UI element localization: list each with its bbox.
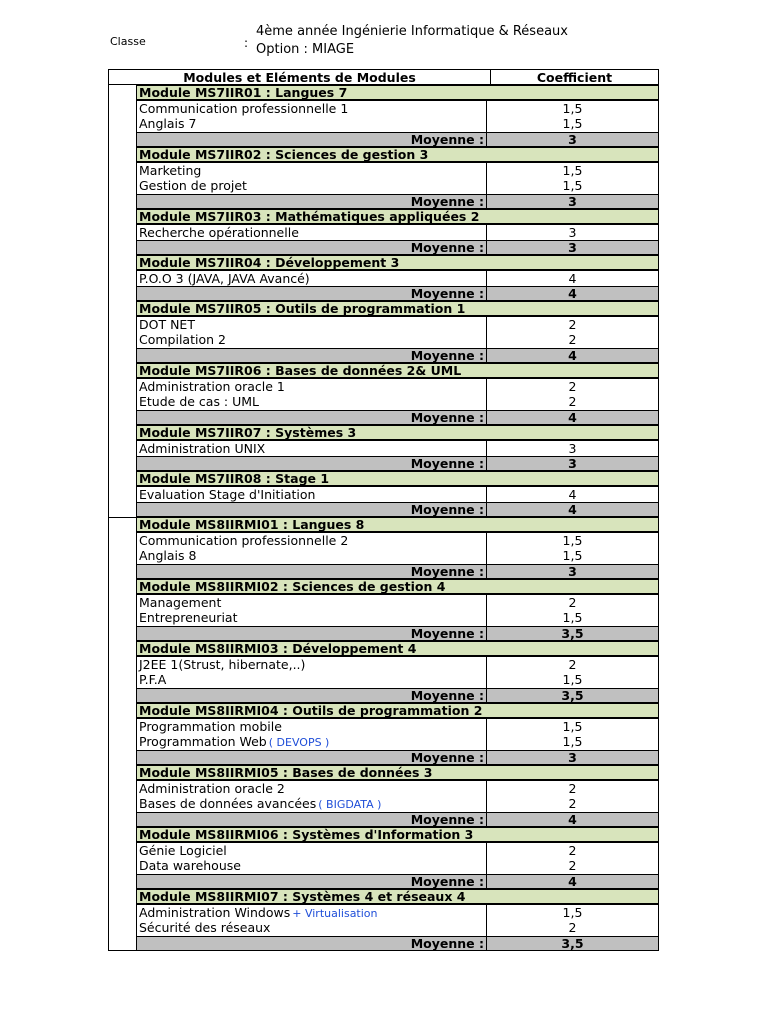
element-coefficient: 1,5	[562, 905, 583, 920]
module-average-row	[137, 564, 659, 579]
module-average-row	[137, 194, 659, 209]
average-value: 3	[568, 456, 577, 471]
element-annotation: + Virtualisation	[292, 907, 378, 920]
element-name: Entrepreneuriat	[139, 610, 238, 625]
element-row	[137, 842, 659, 858]
element-name-cell	[137, 271, 487, 286]
element-row	[137, 672, 659, 688]
element-row	[137, 100, 659, 116]
module-average-row	[137, 812, 659, 827]
element-coefficient: 2	[568, 796, 577, 811]
element-name: Génie Logiciel	[139, 843, 227, 858]
element-coefficient: 2	[568, 394, 577, 409]
element-annotation: ( DEVOPS )	[268, 736, 330, 749]
average-value: 3	[568, 132, 577, 147]
module-title: Module MS7IIR07 : Systèmes 3	[137, 425, 659, 440]
element-coefficient: 2	[568, 657, 577, 672]
class-name: 4ème année Ingénierie Informatique & Réseaux	[256, 24, 568, 39]
element-name: Recherche opérationnelle	[139, 225, 299, 240]
element-name: Bases de données avancées	[139, 796, 317, 811]
element-annotation: ( BIGDATA )	[318, 798, 382, 811]
module-title: Module MS8IIRMI01 : Langues 8	[137, 517, 659, 532]
element-row	[137, 780, 659, 796]
module-list	[137, 85, 659, 517]
element-row	[137, 486, 659, 502]
average-value: 3	[568, 750, 577, 765]
average-value: 3,5	[561, 626, 584, 641]
element-name-cell	[137, 905, 487, 920]
element-name-cell	[137, 672, 487, 688]
average-value: 3,5	[561, 936, 584, 951]
element-row	[137, 394, 659, 410]
element-coefficient: 2	[568, 595, 577, 610]
element-name: Communication professionnelle 2	[139, 533, 349, 548]
element-name: Administration Windows	[139, 905, 291, 920]
element-coefficient: 4	[568, 271, 577, 286]
element-row	[137, 734, 659, 750]
element-coefficient: 2	[568, 379, 577, 394]
element-coefficient: 1,5	[562, 163, 583, 178]
average-value: 4	[568, 874, 577, 889]
module-title: Module MS7IIR08 : Stage 1	[137, 471, 659, 486]
semester-strip	[108, 517, 137, 951]
average-label: Moyenne :	[137, 627, 487, 640]
element-name: Sécurité des réseaux	[139, 920, 271, 935]
element-row	[137, 440, 659, 456]
average-value: 4	[568, 348, 577, 363]
element-name-cell	[137, 332, 487, 348]
average-label: Moyenne :	[137, 133, 487, 146]
element-row	[137, 610, 659, 626]
average-value: 4	[568, 502, 577, 517]
module-average-row	[137, 688, 659, 703]
class-option: Option : MIAGE	[256, 42, 355, 57]
module-average-row	[137, 132, 659, 147]
element-row	[137, 594, 659, 610]
element-coefficient: 2	[568, 920, 577, 935]
element-name: Gestion de projet	[139, 178, 247, 193]
module-average-row	[137, 750, 659, 765]
element-name-cell	[137, 843, 487, 858]
element-name: Compilation 2	[139, 332, 226, 347]
element-name: Anglais 7	[139, 116, 197, 131]
element-name: Evaluation Stage d'Initiation	[139, 487, 316, 502]
module-title: Module MS7IIR02 : Sciences de gestion 3	[137, 147, 659, 162]
module-average-row	[137, 348, 659, 363]
element-name: Programmation mobile	[139, 719, 282, 734]
element-name: Marketing	[139, 163, 202, 178]
semester-strip	[108, 85, 137, 517]
module-title: Module MS8IIRMI03 : Développement 4	[137, 641, 659, 656]
average-value: 3	[568, 194, 577, 209]
element-name-cell	[137, 548, 487, 564]
element-name-cell	[137, 101, 487, 116]
table-header	[108, 69, 659, 85]
element-name-cell	[137, 781, 487, 796]
average-label: Moyenne :	[137, 287, 487, 300]
average-label: Moyenne :	[137, 813, 487, 826]
average-value: 4	[568, 812, 577, 827]
element-coefficient: 1,5	[562, 116, 583, 131]
column-header-modules: Modules et Eléments de Modules	[109, 70, 491, 84]
element-name-cell	[137, 225, 487, 240]
semester-block	[108, 85, 659, 517]
element-row	[137, 718, 659, 734]
average-label: Moyenne :	[137, 241, 487, 254]
average-value: 3	[568, 240, 577, 255]
element-name-cell	[137, 317, 487, 332]
module-title: Module MS8IIRMI04 : Outils de programmation 2	[137, 703, 659, 718]
module-title: Module MS8IIRMI05 : Bases de données 3	[137, 765, 659, 780]
element-name-cell	[137, 163, 487, 178]
element-name: Programmation Web	[139, 734, 267, 749]
header-colon: :	[244, 36, 249, 50]
element-coefficient: 1,5	[562, 610, 583, 625]
module-average-row	[137, 874, 659, 889]
element-coefficient: 4	[568, 487, 577, 502]
element-coefficient: 1,5	[562, 734, 583, 749]
element-name-cell	[137, 394, 487, 410]
element-row	[137, 378, 659, 394]
module-average-row	[137, 502, 659, 517]
element-name-cell	[137, 796, 487, 812]
element-coefficient: 2	[568, 332, 577, 347]
element-coefficient: 1,5	[562, 101, 583, 116]
element-row	[137, 178, 659, 194]
average-label: Moyenne :	[137, 565, 487, 578]
element-name: Anglais 8	[139, 548, 197, 563]
average-label: Moyenne :	[137, 195, 487, 208]
element-coefficient: 1,5	[562, 548, 583, 563]
module-average-row	[137, 626, 659, 641]
module-average-row	[137, 286, 659, 301]
element-coefficient: 2	[568, 781, 577, 796]
module-title: Module MS7IIR06 : Bases de données 2& UML	[137, 363, 659, 378]
module-average-row	[137, 240, 659, 255]
element-row	[137, 532, 659, 548]
average-label: Moyenne :	[137, 457, 487, 470]
element-coefficient: 1,5	[562, 719, 583, 734]
element-name-cell	[137, 379, 487, 394]
element-row	[137, 332, 659, 348]
element-row	[137, 858, 659, 874]
element-name: Administration UNIX	[139, 441, 266, 456]
element-row	[137, 904, 659, 920]
element-row	[137, 270, 659, 286]
element-coefficient: 3	[568, 441, 577, 456]
element-name-cell	[137, 487, 487, 502]
module-title: Module MS7IIR05 : Outils de programmation 1	[137, 301, 659, 316]
average-label: Moyenne :	[137, 937, 487, 950]
average-label: Moyenne :	[137, 349, 487, 362]
element-row	[137, 316, 659, 332]
average-value: 3,5	[561, 688, 584, 703]
element-name-cell	[137, 533, 487, 548]
element-name: Data warehouse	[139, 858, 241, 873]
element-coefficient: 2	[568, 858, 577, 873]
element-name-cell	[137, 610, 487, 626]
element-name-cell	[137, 116, 487, 132]
average-value: 4	[568, 286, 577, 301]
module-title: Module MS8IIRMI02 : Sciences de gestion 4	[137, 579, 659, 594]
semesters	[108, 85, 659, 951]
column-header-coefficient: Coefficient	[536, 70, 613, 85]
element-name: J2EE 1(Strust, hibernate,..)	[139, 657, 306, 672]
element-name-cell	[137, 178, 487, 194]
module-title: Module MS7IIR01 : Langues 7	[137, 85, 659, 100]
module-title: Module MS8IIRMI06 : Systèmes d'Information 3	[137, 827, 659, 842]
element-name-cell	[137, 657, 487, 672]
average-label: Moyenne :	[137, 503, 487, 516]
element-row	[137, 224, 659, 240]
average-label: Moyenne :	[137, 875, 487, 888]
element-name: Administration oracle 2	[139, 781, 285, 796]
module-list	[137, 517, 659, 951]
element-row	[137, 656, 659, 672]
element-coefficient: 1,5	[562, 672, 583, 687]
module-average-row	[137, 936, 659, 951]
element-coefficient: 3	[568, 225, 577, 240]
average-label: Moyenne :	[137, 751, 487, 764]
element-coefficient: 1,5	[562, 533, 583, 548]
semester-block	[108, 517, 659, 951]
element-row	[137, 548, 659, 564]
element-coefficient: 2	[568, 843, 577, 858]
element-name-cell	[137, 595, 487, 610]
element-coefficient: 1,5	[562, 178, 583, 193]
element-row	[137, 162, 659, 178]
element-name-cell	[137, 734, 487, 750]
element-name: P.F.A	[139, 672, 167, 687]
average-label: Moyenne :	[137, 411, 487, 424]
element-name: Administration oracle 1	[139, 379, 285, 394]
classe-label: Classe	[110, 35, 146, 48]
element-name: P.O.O 3 (JAVA, JAVA Avancé)	[139, 271, 310, 286]
average-value: 4	[568, 410, 577, 425]
element-row	[137, 796, 659, 812]
average-value: 3	[568, 564, 577, 579]
module-title: Module MS7IIR03 : Mathématiques appliquées 2	[137, 209, 659, 224]
element-name-cell	[137, 920, 487, 936]
element-coefficient: 2	[568, 317, 577, 332]
element-name-cell	[137, 858, 487, 874]
module-average-row	[137, 410, 659, 425]
element-name: Management	[139, 595, 222, 610]
element-row	[137, 920, 659, 936]
element-name: DOT NET	[139, 317, 195, 332]
element-name-cell	[137, 441, 487, 456]
average-label: Moyenne :	[137, 689, 487, 702]
element-row	[137, 116, 659, 132]
element-name: Etude de cas : UML	[139, 394, 260, 409]
module-average-row	[137, 456, 659, 471]
module-title: Module MS8IIRMI07 : Systèmes 4 et réseaux 4	[137, 889, 659, 904]
element-name-cell	[137, 719, 487, 734]
module-title: Module MS7IIR04 : Développement 3	[137, 255, 659, 270]
element-name: Communication professionnelle 1	[139, 101, 349, 116]
curriculum-table	[108, 69, 659, 951]
